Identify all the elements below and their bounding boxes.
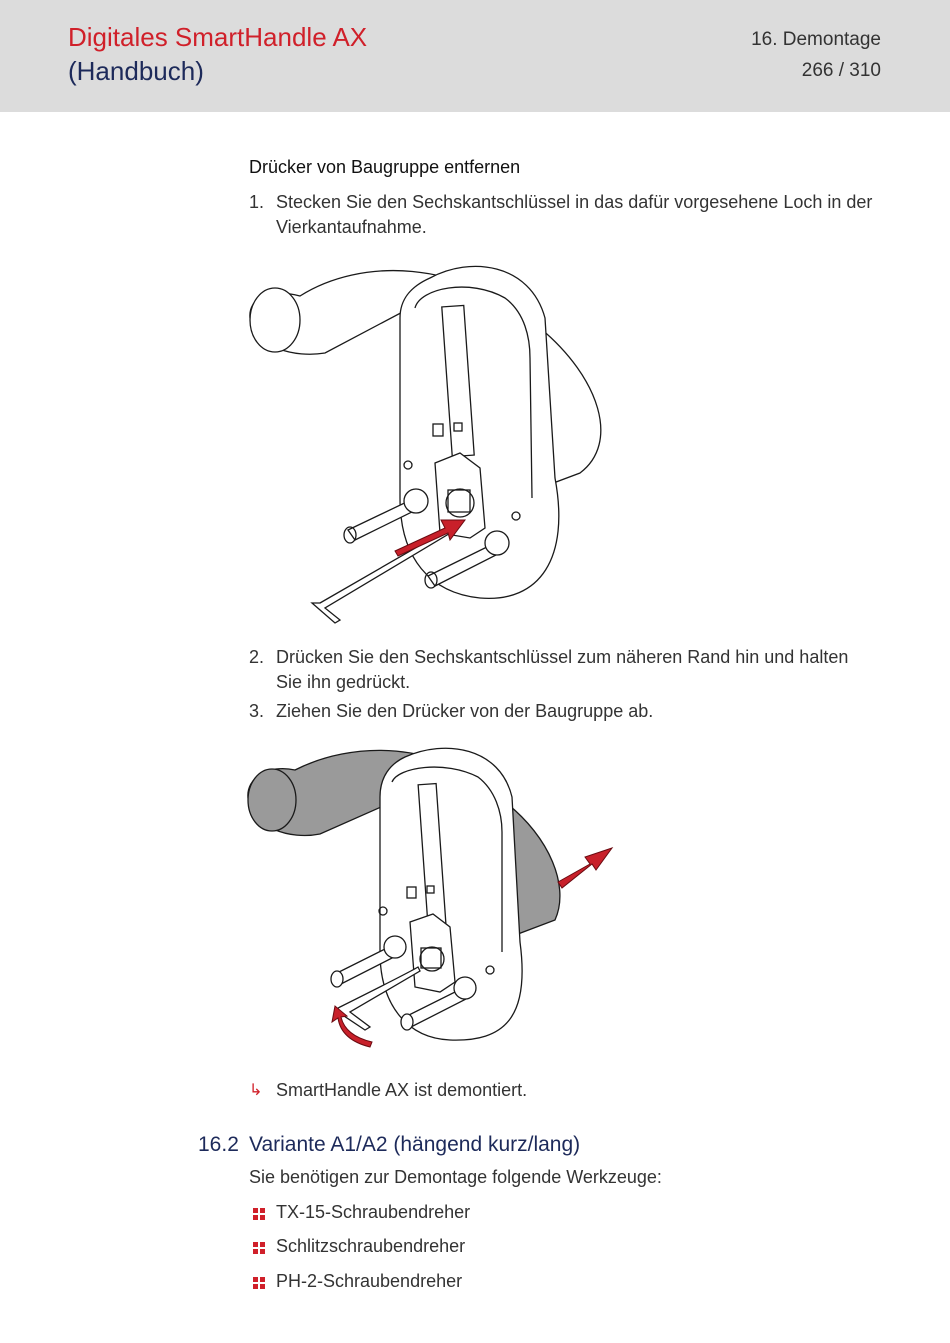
document-title: Digitales SmartHandle AX: [68, 22, 368, 52]
document-subtitle: (Handbuch): [68, 56, 204, 86]
step-number: 1.: [249, 192, 265, 212]
section-number: 16.2: [198, 1133, 239, 1156]
handle-end: [250, 288, 300, 352]
step-text: Drücken Sie den Sechskantschlüssel zum näheren Rand hin und halten Sie ihn gedrückt.: [276, 647, 849, 692]
page-header: [0, 0, 950, 112]
illustration-remove-handle: [240, 742, 620, 1062]
result-text: SmartHandle AX ist demontiert.: [276, 1080, 528, 1100]
chapter-label: 16. Demontage: [751, 29, 881, 50]
procedure-heading: Drücker von Baugruppe entfernen: [249, 157, 521, 177]
section-title: Variante A1/A2 (hängend kurz/lang): [249, 1133, 581, 1156]
step-number: 3.: [249, 701, 265, 721]
illustration-insert-hex-key: [240, 258, 620, 628]
bullet-icon: [253, 1277, 265, 1289]
page-number: 266 / 310: [801, 60, 881, 81]
step-text: Stecken Sie den Sechskantschlüssel in das dafür vorgesehene Loch in der Vierkantaufnahme.: [276, 192, 873, 237]
handle-end: [248, 769, 296, 831]
tool-name: TX-15-Schraubendreher: [276, 1202, 471, 1222]
step-text: Ziehen Sie den Drücker von der Baugruppe ab.: [276, 701, 654, 721]
tool-name: Schlitzschraubendreher: [276, 1236, 466, 1256]
bullet-icon: [253, 1208, 265, 1220]
tool-name: PH-2-Schraubendreher: [276, 1271, 463, 1291]
pull-arrow: [558, 848, 612, 888]
bullet-icon: [253, 1242, 265, 1254]
tools-intro: Sie benötigen zur Demontage folgende Werkzeuge:: [249, 1167, 662, 1187]
result-arrow-icon: ↳: [249, 1082, 263, 1099]
step-number: 2.: [249, 647, 265, 667]
